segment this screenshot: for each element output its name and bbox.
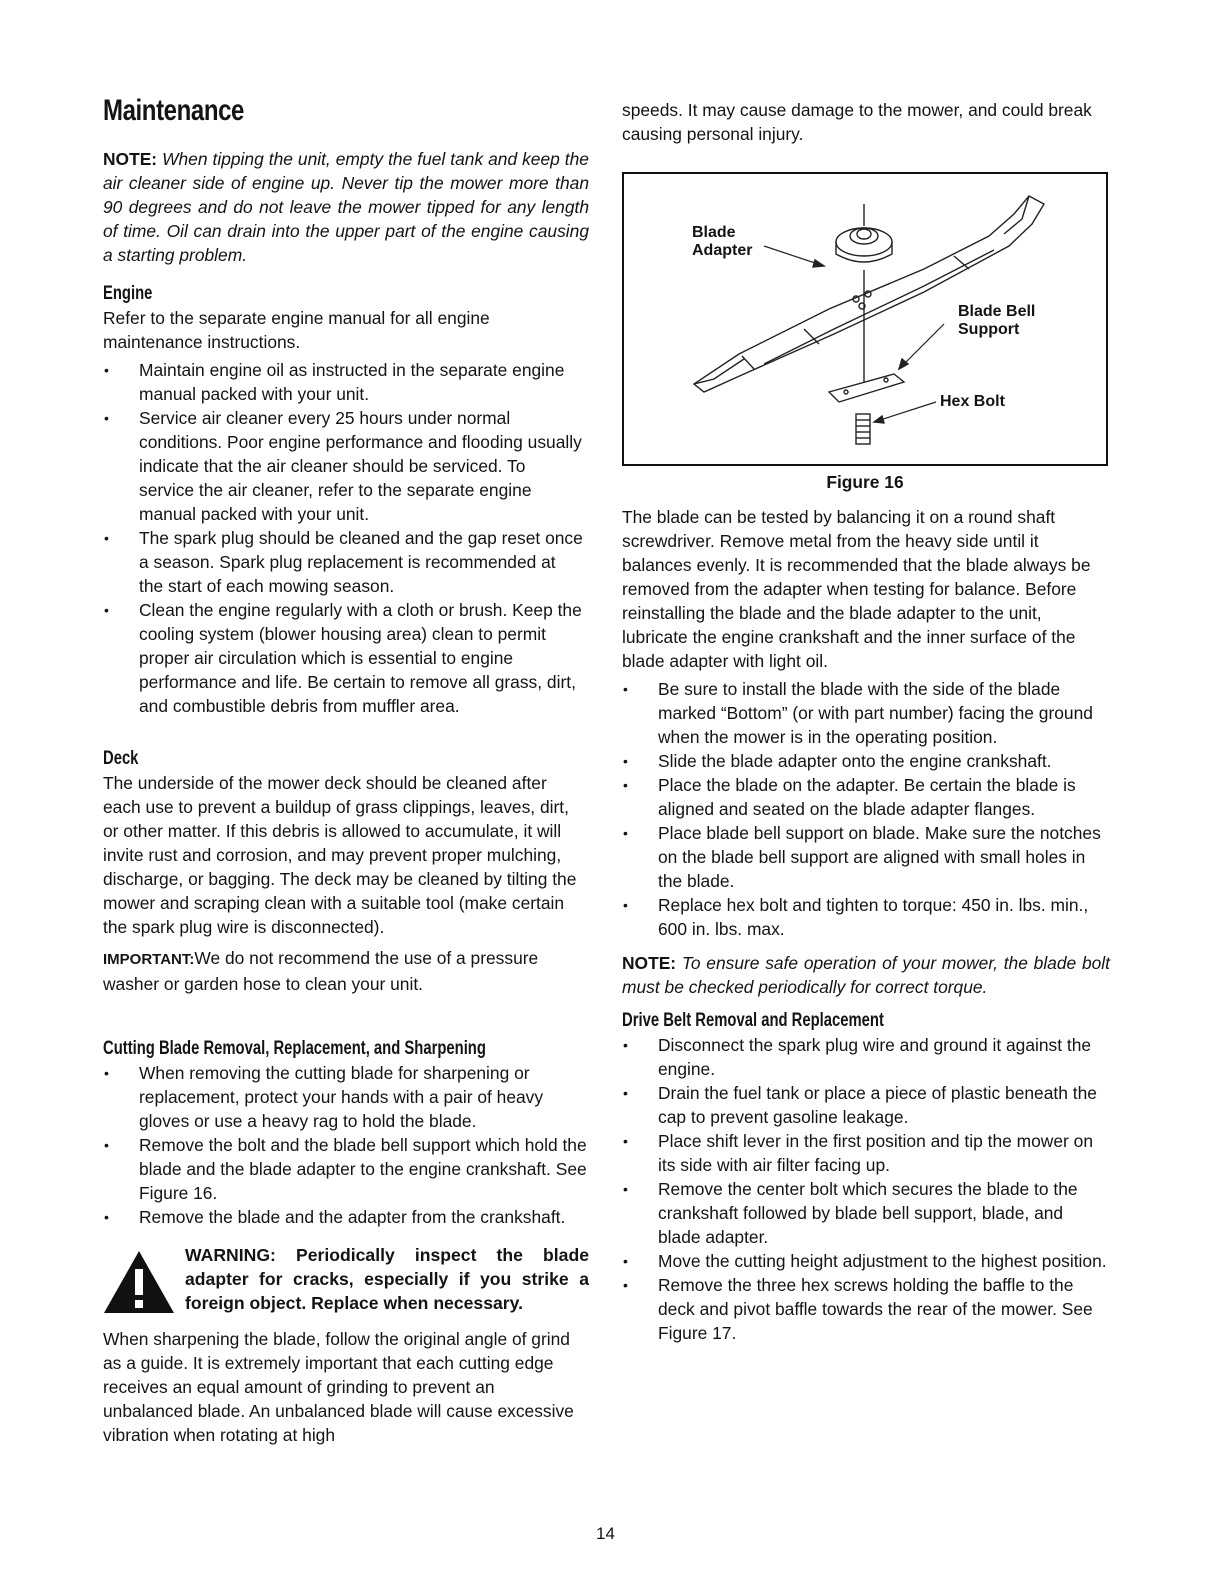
- engine-section: [103, 282, 583, 718]
- engine-bullets: [103, 358, 583, 718]
- list-item: • Move the cutting height adjustment to the highest position.: [622, 1249, 1110, 1273]
- list-item: • Slide the blade adapter onto the engine crankshaft.: [622, 749, 1110, 773]
- list-item: • Remove the three hex screws holding the baffle to the deck and pivot baffle towards the rear of the mower. See Figure 17.: [622, 1273, 1110, 1345]
- note-torque: [622, 951, 1110, 999]
- important-note: [103, 946, 589, 996]
- blade-heading: Cutting Blade Removal, Replacement, and Sharpening: [103, 1038, 486, 1059]
- important-text: We do not recommend the use of a pressure washer or garden hose to clean your unit.: [103, 948, 539, 994]
- balance-text: The blade can be tested by balancing it on a round shaft screwdriver. Remove metal from the heavy side until it balances evenly. It is recommended that the blade always be removed from the adapter when testing for balance. Before reinstalling the blade and the blade adapter to the unit, lubricate the engine crankshaft and the inner surface of the blade adapter with light oil.: [622, 507, 1091, 671]
- label-blade-bell-support: [958, 303, 1035, 339]
- page-number: 14: [596, 1524, 615, 1543]
- deck-heading: Deck: [103, 748, 139, 769]
- blade-section: [103, 1037, 589, 1447]
- important-label: IMPORTANT:: [103, 951, 195, 968]
- drive-belt-heading: Drive Belt Removal and Replacement: [622, 1010, 884, 1031]
- balance-bullets: [622, 677, 1110, 941]
- balance-section: [622, 505, 1110, 1345]
- label-line: Support: [958, 321, 1020, 338]
- label-line: Adapter: [692, 242, 753, 259]
- list-item: • Service air cleaner every 25 hours under normal conditions. Poor engine performance and flooding usually indicate that the air cleaner should be serviced. To service the air cleaner, refer to the separate engine manual packed with your unit.: [103, 406, 583, 526]
- sharpen-continued: speeds. It may cause damage to the mower, and could break causing personal injury.: [622, 100, 1092, 144]
- note-label: NOTE:: [622, 953, 677, 973]
- note-text: When tipping the unit, empty the fuel tank and keep the air cleaner side of engine up. Never tip the mower more than 90 degrees and do not leave the mower tipped for any length of time. Oil can drain into the upper part of the engine causing a starting problem.: [103, 149, 589, 265]
- deck-text: The underside of the mower deck should be cleaned after each use to prevent a buildup of grass clippings, leaves, dirt, or other matter. If this debris is allowed to accumulate, it will invite rust and corrosion, and may prevent proper mulching, discharge, or bagging. The deck may be cleaned by tilting the mower and scraping clean with a suitable tool (make certain the spark plug wire is disconnected).: [103, 773, 577, 937]
- list-item: • The spark plug should be cleaned and the gap reset once a season. Spark plug replacement is recommended at the start of each mowing season.: [103, 526, 583, 598]
- list-item: • Clean the engine regularly with a cloth or brush. Keep the cooling system (blower housing area) clean to permit proper air circulation which is essential to engine performance and life. Be certain to remove all grass, dirt, and combustible debris from muffler area.: [103, 598, 583, 718]
- note-tipping: [103, 147, 589, 267]
- list-item: • Replace hex bolt and tighten to torque: 450 in. lbs. min., 600 in. lbs. max.: [622, 893, 1110, 941]
- list-item: • Place blade bell support on blade. Make sure the notches on the blade bell support are aligned with small holes in the blade.: [622, 821, 1110, 893]
- note-text: To ensure safe operation of your mower, the blade bolt must be checked periodically for correct torque.: [622, 953, 1110, 997]
- label-line: Blade Bell: [958, 303, 1036, 320]
- blade-bullets: [103, 1061, 589, 1229]
- warning-triangle-icon: [103, 1249, 175, 1315]
- engine-intro: Refer to the separate engine manual for all engine maintenance instructions.: [103, 308, 490, 352]
- list-item: • Drain the fuel tank or place a piece of plastic beneath the cap to prevent gasoline leakage.: [622, 1081, 1110, 1129]
- warning-text: WARNING: Periodically inspect the blade adapter for cracks, especially if you strike a foreign object. Replace when necessary.: [185, 1245, 589, 1313]
- warning-box: [103, 1243, 589, 1315]
- label-blade-adapter: [692, 224, 752, 260]
- drive-belt-section: [622, 1009, 1110, 1345]
- list-item: • When removing the cutting blade for sharpening or replacement, protect your hands with a pair of heavy gloves or use a heavy rag to hold the blade.: [103, 1061, 589, 1133]
- list-item: • Place the blade on the adapter. Be certain the blade is aligned and seated on the blade adapter flanges.: [622, 773, 1110, 821]
- sharpen-text: When sharpening the blade, follow the original angle of grind as a guide. It is extremely important that each cutting edge receives an equal amount of grinding to prevent an unbalanced blade. An unbalanced blade will cause excessive vibration when rotating at high: [103, 1329, 574, 1445]
- drive-belt-bullets: [622, 1033, 1110, 1345]
- list-item: • Remove the center bolt which secures the blade to the crankshaft followed by blade bell support, blade, and blade adapter.: [622, 1177, 1110, 1249]
- figure-16: [622, 172, 1108, 466]
- list-item: • Maintain engine oil as instructed in the separate engine manual packed with your unit.: [103, 358, 583, 406]
- deck-section: [103, 747, 589, 996]
- list-item: • Place shift lever in the first position and tip the mower on its side with air filter facing up.: [622, 1129, 1110, 1177]
- list-item: • Remove the blade and the adapter from the crankshaft.: [103, 1205, 589, 1229]
- engine-heading: Engine: [103, 283, 153, 304]
- page-title: Maintenance: [103, 94, 244, 127]
- list-item: • Be sure to install the blade with the side of the blade marked “Bottom” (or with part number) facing the ground when the mower is in the operating position.: [622, 677, 1110, 749]
- label-line: Blade: [692, 224, 736, 241]
- list-item: • Remove the bolt and the blade bell support which hold the blade and the blade adapter to the engine crankshaft. See Figure 16.: [103, 1133, 589, 1205]
- list-item: • Disconnect the spark plug wire and ground it against the engine.: [622, 1033, 1110, 1081]
- note-label: NOTE:: [103, 149, 158, 169]
- label-hex-bolt: Hex Bolt: [940, 393, 1005, 410]
- figure-caption: Figure 16: [826, 472, 904, 492]
